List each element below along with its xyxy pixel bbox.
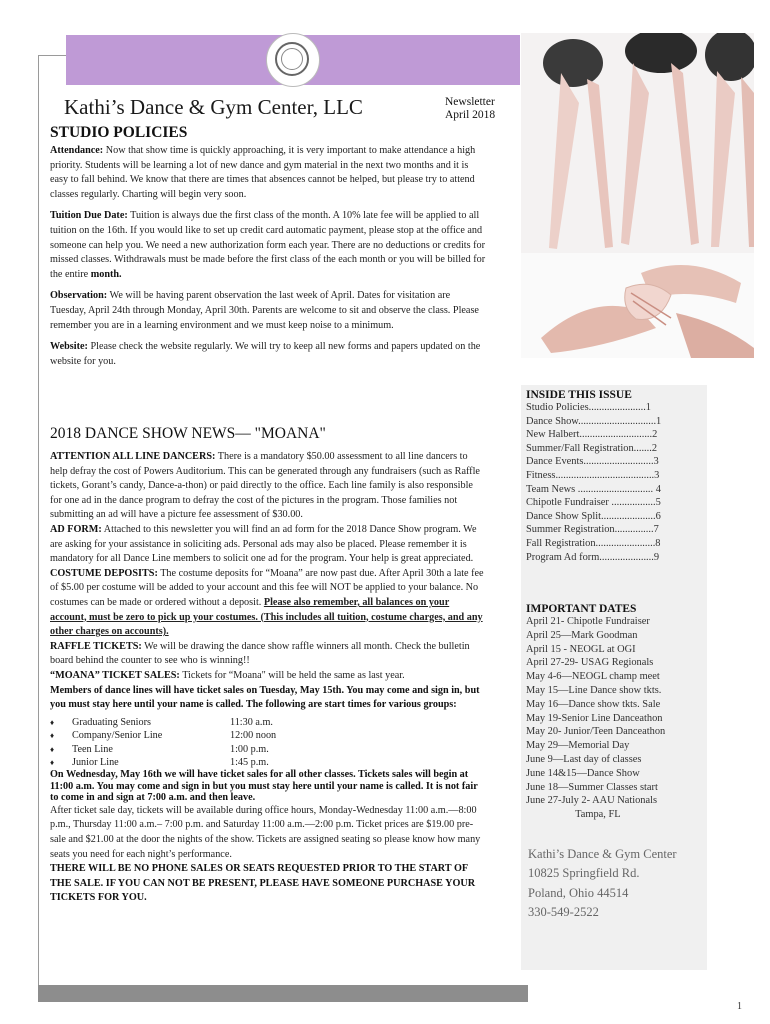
pointe-shoe-photo (521, 253, 754, 358)
date-item: May 19-Senior Line Danceathon (526, 712, 663, 724)
dance-show-heading: 2018 DANCE SHOW NEWS— "MOANA" (50, 425, 326, 442)
date-item: June 27-July 2- AAU Nationals (526, 795, 658, 807)
tuition-label: Tuition Due Date: (50, 210, 128, 222)
important-dates-heading: IMPORTANT DATES (526, 603, 637, 615)
attendance-paragraph (50, 144, 487, 202)
toc-item: Fitness......................................3 (526, 469, 660, 481)
attention-paragraph (50, 450, 487, 523)
pointe-shoe-illustration (521, 253, 754, 358)
studio-policies-heading: STUDIO POLICIES (50, 124, 188, 141)
adform-paragraph (50, 523, 487, 567)
adform-label: AD FORM: (50, 523, 102, 535)
tuition-end: month. (90, 268, 122, 280)
diamond-bullet-icon: ♦ (50, 717, 55, 727)
raffle-paragraph (50, 640, 487, 669)
toc-item: Program Ad form.....................9 (526, 551, 660, 563)
tuition-text: Tuition is always due the first class of the month. A 10% late fee will be applied to all tuition on the 16th. If you would like to set up credit card automatic payment, please stop at the office and someone can help you. We need a new authorization form each year. There are no deductions or credits for missed classes. Withdrawals must be made before the first class of the each month or you will be billed for the entire (50, 210, 486, 280)
newsletter-issue (445, 96, 495, 122)
website-label: Website: (50, 341, 88, 353)
diamond-bullet-icon: ♦ (50, 744, 55, 754)
website-text: Please check the website regularly. We will try to keep all new forms and papers updated on the website for you. (50, 341, 481, 367)
toc-item: Dance Show Split.....................6 (526, 510, 661, 522)
schedule-row (50, 729, 276, 742)
observation-paragraph (50, 289, 487, 333)
logo-ring-icon (266, 33, 320, 87)
toc-item: Dance Show..............................1 (526, 415, 662, 427)
toc-item: Summer Registration...............7 (526, 524, 659, 536)
dancers-photo (521, 33, 754, 253)
toc-item: Fall Registration.......................8 (526, 537, 661, 549)
attention-label: ATTENTION ALL LINE DANCERS: (50, 451, 216, 462)
contact-block (528, 845, 706, 923)
date-item: May 4-6—NEOGL champ meet (526, 671, 660, 683)
date-item: May 20- Junior/Teen Danceathon (526, 726, 666, 738)
raffle-text: We will be drawing the dance show raffle winners all month. Check the bulletin board behind the counter to see who is winning!! (50, 640, 470, 667)
dance-show-section (50, 425, 487, 906)
page-frame-line (38, 55, 39, 998)
observation-text: We will be having parent observation the last week of April. Dates for visitation are Tuesday, April 24th through Monday, April 30th. Parents are welcome to sit and observe the class. Please remember you are in a learning environment and we must keep noise to a minimum. (50, 290, 479, 331)
website-paragraph (50, 340, 487, 369)
newsletter-title: Kathi’s Dance & Gym Center, LLC (64, 95, 363, 119)
date-item: April 27-29- USAG Regionals (526, 657, 654, 669)
after-sales-paragraph: After ticket sale day, tickets will be available during office hours, Monday-Wednesday 11:00 a.m.—8:00 p.m., Thursday 11:00 a.m.– 7:00 p.m. and Saturday 11:00 a.m.—2:00 p.m. Ticket prices are $19.00 pre-sale and $21.00 at the door the nights of the show. Tickets are assigned seating so please know how many seats you need for each night’s performance. (50, 804, 481, 860)
ticket-text: Tickets for “Moana" will be held the same as last year. (179, 669, 405, 681)
ticket-schedule-table (50, 716, 276, 770)
diamond-bullet-icon: ♦ (50, 757, 55, 767)
schedule-row (50, 716, 276, 729)
schedule-time: 1:00 p.m. (230, 743, 269, 755)
date-item: April 21- Chipotle Fundraiser (526, 616, 650, 627)
date-item: April 25—Mark Goodman (526, 629, 638, 641)
date-item: April 15 - NEOGL at OGI (526, 643, 636, 655)
contact-phone: 330-549-2522 (528, 905, 599, 920)
schedule-group: Company/Senior Line (72, 730, 163, 742)
date-item: May 16—Dance show tkts. Sale (526, 698, 661, 710)
costume-label: COSTUME DEPOSITS: (50, 567, 158, 579)
toc-item: Summer/Fall Registration.......2 (526, 442, 658, 454)
page-frame-top (38, 55, 66, 56)
toc-item: Chipotle Fundraiser .................5 (526, 497, 661, 509)
inside-this-issue (526, 389, 706, 564)
date-item: May 15—Line Dance show tkts. (526, 684, 662, 696)
ticket-bold-paragraph: Members of dance lines will have ticket sales on Tuesday, May 15th. You may come and sign in, but you must stay here until your name is called. The following are start times for various groups: (50, 684, 480, 711)
date-item: June 14&15—Dance Show (526, 767, 640, 779)
newsletter-label: Newsletter (445, 96, 495, 108)
tuition-paragraph (50, 209, 487, 282)
footer-bar (38, 985, 528, 1002)
schedule-group: Graduating Seniors (72, 716, 151, 728)
studio-policies-section (50, 124, 487, 369)
toc-item: Dance Events...........................3 (526, 456, 659, 468)
costume-text: The costume deposits for “Moana” are now past due. After April 30th a late fee of $5.00 per costume will be added to your account and this fee will NOT be applied to your balance. No costumes can be made or ordered without a deposit. (50, 567, 484, 608)
toc-item: New Halbert............................2 (526, 429, 658, 441)
page-number: 1 (737, 1001, 742, 1012)
schedule-group: Junior Line (72, 756, 119, 768)
schedule-row (50, 743, 276, 756)
attendance-text: Now that show time is quickly approaching, it is very important to make attendance a high priority. Students will be learning a lot of new dance and gym material in the next two months and it is easy to fall behind. We know that there are times that absences cannot be helped, but please try to attend classes regularly. Charting will begin very soon. (50, 145, 476, 200)
toc-item: Team News ............................. 4 (526, 483, 661, 495)
wednesday-sales-paragraph: On Wednesday, May 16th we will have ticket sales for all other classes. Tickets sales will begin at 11:00 a.m. You may come and sign in but you must stay here until your name is called. It is not fair to come in and sign at 7:00 a.m. and then leave. (50, 769, 478, 804)
issue-date: April 2018 (445, 109, 496, 121)
contact-city: Poland, Ohio 44514 (528, 885, 629, 900)
closing-notice: THERE WILL BE NO PHONE SALES OR SEATS REQUESTED PRIOR TO THE START OF THE SALE. IF YOU CAN NOT BE PRESENT, PLEASE HAVE SOMEONE PURCHASE YOUR TICKETS FOR YOU. (50, 863, 476, 904)
schedule-row (50, 756, 276, 769)
attendance-label: Attendance: (50, 145, 104, 156)
inside-issue-heading: INSIDE THIS ISSUE (526, 389, 632, 401)
date-item: May 29—Memorial Day (526, 740, 630, 752)
toc-item: Studio Policies......................1 (526, 402, 651, 413)
diamond-bullet-icon: ♦ (50, 731, 55, 741)
date-item: June 18—Summer Classes start (526, 781, 658, 793)
schedule-time: 1:45 p.m. (230, 756, 269, 768)
attention-text: There is a mandatory $50.00 assessment to all line dancers to help defray the cost of Powers Auditorium. This can be generated through any fundraisers (such as Raffle tickets, Gorant’s candy, Dance-a-thon) or paid directly to the office. Each line family is also responsible for one ad in the dance program to defray the cost of the pictures in the program. Those families not submitting an ad will have a picture fee assessment of $30.00. (50, 451, 480, 521)
costume-paragraph (50, 567, 487, 640)
observation-label: Observation: (50, 290, 108, 302)
adform-text: Attached to this newsletter you will find an ad form for the 2018 Dance Show program. We are asking for your assistance in soliciting ads. Personal ads may also be placed. Please remember it is mandatory for all Dance Line members to solicit one ad for the program. Your help is great appreciated. (50, 523, 477, 565)
raffle-label: RAFFLE TICKETS: (50, 640, 142, 652)
important-dates (526, 603, 706, 822)
schedule-time: 12:00 noon (230, 730, 277, 742)
schedule-group: Teen Line (72, 743, 113, 755)
contact-name: Kathi’s Dance & Gym Center (528, 847, 677, 861)
ticket-label: “MOANA” TICKET SALES: (50, 669, 180, 681)
dancers-illustration (521, 33, 754, 253)
costume-balance-notice: Please also remember, all balances on your account, must be zero to pick up your costumes. (This includes all tuition, costume charges, and any other charges on accounts). (50, 596, 483, 638)
contact-street: 10825 Springfield Rd. (528, 866, 640, 881)
date-item: Tampa, FL (526, 809, 621, 821)
ticket-paragraph (50, 669, 487, 684)
schedule-time: 11:30 a.m. (230, 716, 273, 728)
date-item: June 9—Last day of classes (526, 753, 642, 765)
